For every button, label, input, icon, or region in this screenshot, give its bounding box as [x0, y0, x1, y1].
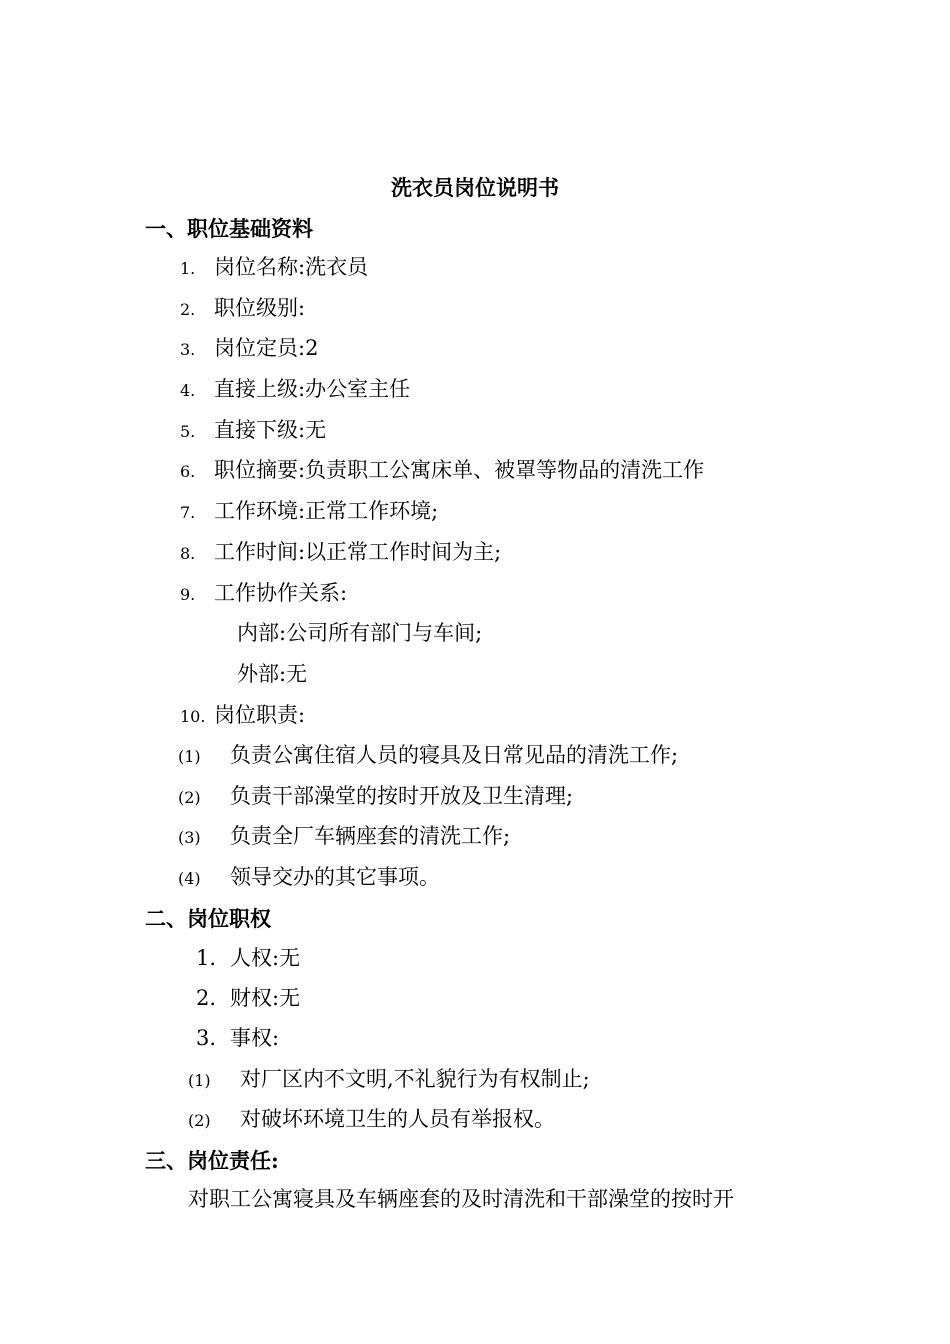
list-item: 2. 财权:无	[196, 986, 301, 1010]
list-item: 2. 职位级别:	[180, 296, 306, 320]
list-item: 1. 岗位名称:洗衣员	[180, 255, 369, 279]
authority-item: (2) 对破坏环境卫生的人员有举报权。	[188, 1107, 555, 1131]
section-heading-1: 一、职位基础资料	[145, 216, 313, 241]
list-item: 3. 事权:	[196, 1026, 280, 1050]
list-item: 4. 直接上级:办公室主任	[180, 377, 411, 401]
responsibility-paragraph: 对职工公寓寝具及车辆座套的及时清洗和干部澡堂的按时开	[188, 1187, 734, 1211]
list-item: 5. 直接下级:无	[180, 418, 327, 442]
duty-item: (3) 负责全厂车辆座套的清洗工作;	[178, 824, 511, 848]
section-heading-3: 三、岗位责任:	[145, 1148, 279, 1173]
list-item: 10. 岗位职责:	[180, 703, 306, 727]
authority-item: (1) 对厂区内不文明,不礼貌行为有权制止;	[188, 1067, 590, 1091]
duty-item: (4) 领导交办的其它事项。	[178, 865, 440, 889]
list-item: 3. 岗位定员:2	[180, 336, 319, 360]
document-title: 洗衣员岗位说明书	[391, 175, 559, 200]
duty-item: (1) 负责公寓住宿人员的寝具及日常见品的清洗工作;	[178, 743, 679, 767]
duty-item: (2) 负责干部澡堂的按时开放及卫生清理;	[178, 784, 574, 808]
list-item: 7. 工作环境:正常工作环境;	[180, 499, 439, 523]
list-item: 6. 职位摘要:负责职工公寓床单、被罩等物品的清洗工作	[180, 458, 705, 482]
list-item: 8. 工作时间:以正常工作时间为主;	[180, 540, 502, 564]
relation-internal: 内部:公司所有部门与车间;	[237, 621, 483, 645]
list-item: 1. 人权:无	[196, 946, 301, 970]
relation-external: 外部:无	[237, 662, 308, 686]
section-heading-2: 二、岗位职权	[145, 906, 271, 931]
list-item: 9. 工作协作关系:	[180, 581, 348, 605]
